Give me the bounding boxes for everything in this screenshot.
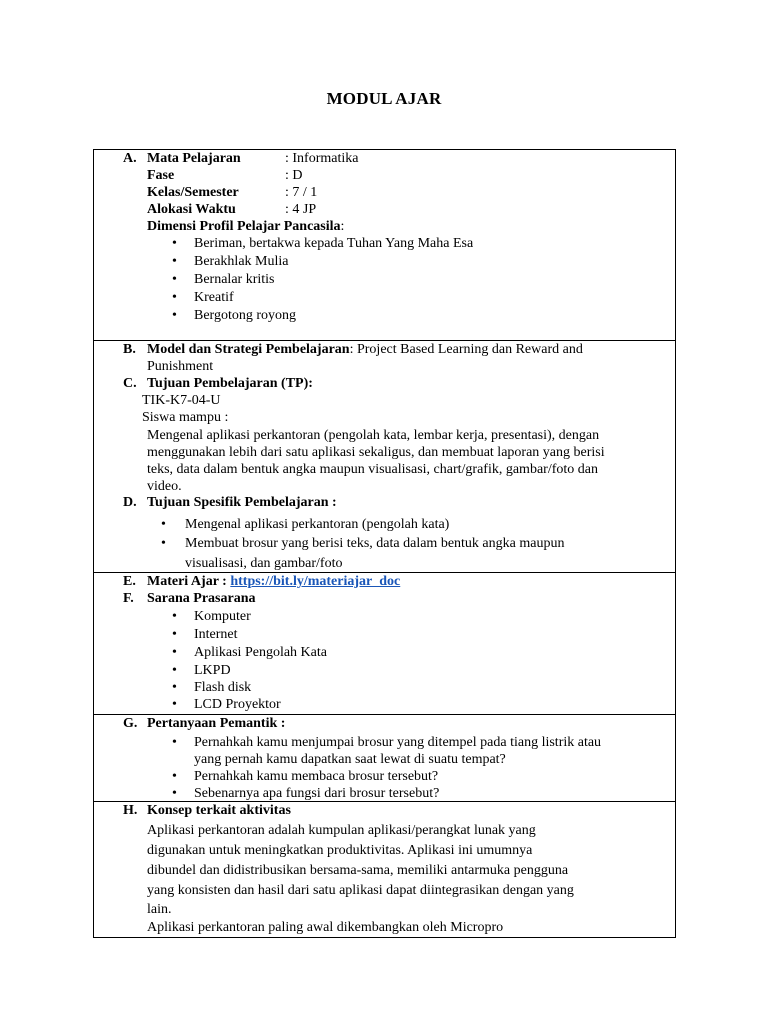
tp-text: Mengenal aplikasi perkantoran (pengolah kata, lembar kerja, presentasi), dengan: [147, 428, 600, 443]
section-e-label: Materi Ajar :: [147, 574, 231, 589]
field-value: : 4 JP: [285, 202, 317, 217]
modul-table: [93, 149, 676, 938]
bullet-icon: •: [172, 680, 177, 695]
section-h-row: [94, 802, 676, 938]
tp-code: TIK-K7-04-U: [142, 393, 221, 408]
section-b-label: Model dan Strategi Pembelajaran: [147, 342, 350, 357]
section-a-cell: A. Mata Pelajaran : Informatika Fase : D Kelas/Semester : 7 / 1 Alokasi Waktu : 4 JP Dimensi Profil Pelajar Pancasila: • Beriman, bertakwa kepada Tuhan Yang Maha Esa • Berakhlak Mulia • Bernalar kritis • Kreatif • Bergotong royong: [94, 150, 676, 341]
bullet-icon: •: [172, 735, 177, 750]
bullet-icon: •: [172, 645, 177, 660]
section-g-label: Pertanyaan Pemantik :: [147, 716, 286, 731]
section-h-letter: H.: [123, 803, 138, 818]
bullet-icon: •: [172, 609, 177, 624]
field-label: Kelas/Semester: [147, 185, 239, 200]
section-b-value: : Project Based Learning dan Reward and: [349, 342, 583, 357]
bullet-icon: •: [172, 308, 177, 323]
bullet-icon: •: [172, 769, 177, 784]
section-b-value-cont: Punishment: [147, 359, 214, 374]
section-h-cell: [94, 802, 676, 938]
bullet-icon: •: [172, 254, 177, 269]
konsep-text: lain.: [147, 902, 172, 917]
bullet-icon: •: [172, 663, 177, 678]
tp-text: teks, data dalam bentuk angka maupun visualisasi, chart/grafik, gambar/foto dan: [147, 462, 598, 477]
konsep-text: Aplikasi perkantoran adalah kumpulan aplikasi/perangkat lunak yang: [147, 823, 536, 838]
field-label: Mata Pelajaran: [147, 151, 241, 166]
field-value: : D: [285, 168, 303, 183]
section-f-label: Sarana Prasarana: [147, 591, 256, 606]
bullet-icon: •: [172, 786, 177, 801]
section-bcd-row: [94, 341, 676, 573]
page-title: MODUL AJAR: [326, 89, 442, 108]
field-label: Fase: [147, 168, 175, 183]
section-g-letter: G.: [123, 716, 138, 731]
materi-ajar-link[interactable]: https://bit.ly/materiajar_doc: [230, 574, 401, 589]
section-ef-cell: E. Materi Ajar : https://bit.ly/materiajar_doc F. Sarana Prasarana • Komputer • Internet • Aplikasi Pengolah Kata • LKPD • Flash disk • LCD Proyektor: [94, 573, 676, 715]
field-value: : Informatika: [285, 151, 359, 166]
section-b-letter: B.: [123, 342, 136, 357]
section-ef-row: [94, 573, 676, 715]
dimensi-colon: :: [340, 219, 345, 234]
section-g-row: [94, 715, 676, 802]
section-f-letter: F.: [123, 591, 134, 606]
konsep-text: digunakan untuk meningkatkan produktivitas. Aplikasi ini umumnya: [147, 843, 533, 858]
dimensi-label: Dimensi Profil Pelajar Pancasila: [147, 219, 341, 234]
section-e-letter: E.: [123, 574, 136, 589]
section-a-row: [94, 150, 676, 341]
section-bcd-cell: B. Model dan Strategi Pembelajaran: Project Based Learning dan Reward and Punishment C. Tujuan Pembelajaran (TP): TIK-K7-04-U Siswa mampu : Mengenal aplikasi perkantoran (pengolah kata, lembar kerja, presentasi), dengan menggunakan lebih dari satu aplikasi sekaligus, dan membuat laporan yang berisi teks, data dalam bentuk angka maupun visualisasi, chart/grafik, gambar/foto dan video. D. Tujuan Spesifik Pembelajaran : • Mengenal aplikasi perkantoran (pengolah kata) • Membuat brosur yang berisi teks, data dalam bentuk angka maupun visualisasi, dan gambar/foto: [94, 341, 676, 573]
section-h-label: Konsep terkait aktivitas: [147, 803, 291, 818]
bullet-icon: •: [161, 517, 166, 532]
field-label: Alokasi Waktu: [147, 202, 236, 217]
section-d-label: Tujuan Spesifik Pembelajaran :: [147, 495, 337, 510]
tp-lead: Siswa mampu :: [142, 410, 229, 425]
bullet-icon: •: [172, 272, 177, 287]
konsep-text: Aplikasi perkantoran paling awal dikembangkan oleh Micropro: [147, 920, 504, 935]
tp-text: menggunakan lebih dari satu aplikasi sekaligus, dan membuat laporan yang berisi: [147, 445, 605, 460]
section-a-letter: A.: [123, 151, 137, 166]
section-d-letter: D.: [123, 495, 137, 510]
bullet-icon: •: [172, 697, 177, 712]
section-c-label: Tujuan Pembelajaran (TP):: [147, 376, 313, 391]
konsep-text: dibundel dan didistribusikan bersama-sama, memiliki antarmuka pengguna: [147, 863, 569, 878]
bullet-icon: •: [161, 536, 166, 551]
field-value: : 7 / 1: [285, 185, 318, 200]
bullet-icon: •: [172, 236, 177, 251]
section-c-letter: C.: [123, 376, 137, 391]
konsep-text: yang konsisten dan hasil dari satu aplikasi dapat diintegrasikan dengan yang: [147, 883, 574, 898]
bullet-icon: •: [172, 627, 177, 642]
bullet-icon: •: [172, 290, 177, 305]
tp-text: video.: [147, 479, 182, 494]
section-g-cell: G. Pertanyaan Pemantik : • Pernahkah kamu menjumpai brosur yang ditempel pada tiang listrik atau yang pernah kamu dapatkan saat lewat di suatu tempat? • Pernahkah kamu membaca brosur tersebut? • Sebenarnya apa fungsi dari brosur tersebut?: [94, 715, 676, 802]
